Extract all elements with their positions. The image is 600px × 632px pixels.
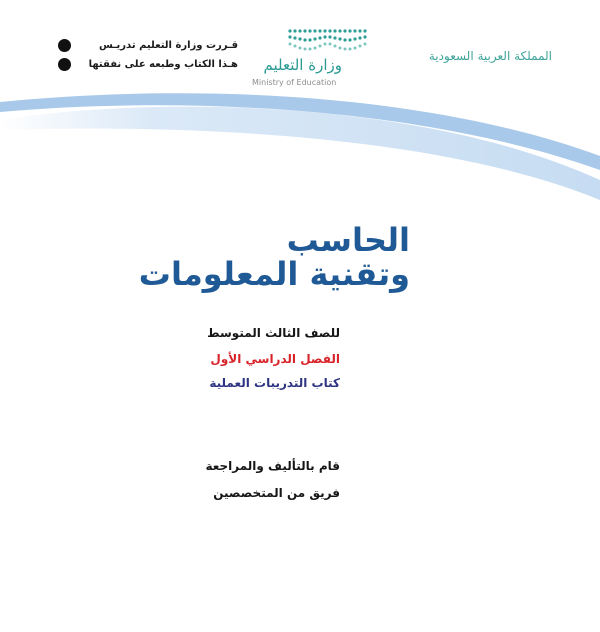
book-title-line-2: وتقنية المعلومات [138, 255, 410, 293]
authorship-label: قام بالتأليف والمراجعة [205, 459, 340, 473]
semester-label: الفصل الدراسي الأول [210, 352, 340, 366]
bullet-icon [58, 58, 71, 71]
authors-label: فريق من المتخصصين [213, 486, 340, 500]
bullet-icon [58, 39, 71, 52]
book-type-label: كتاب التدريبات العملية [209, 376, 340, 390]
ministry-name-arabic: وزارة التعليم [263, 56, 342, 74]
ministry-notice [58, 38, 238, 76]
ministry-logo [250, 22, 380, 92]
kingdom-label: المملكة العربية السعودية [428, 49, 552, 63]
ministry-name-english: Ministry of Education [252, 78, 337, 87]
decorative-wave [0, 90, 600, 200]
book-title-line-1: الحاسب [286, 221, 410, 259]
notice-line-text: هـذا الكتاب وطبعه على نفقتها [88, 59, 238, 70]
notice-line [58, 38, 238, 57]
ministry-logo-dots-icon [288, 28, 368, 52]
notice-line-text: قـررت وزارة التعليم تدريـس [98, 40, 238, 51]
notice-line [58, 57, 238, 76]
grade-label: للصف الثالث المتوسط [207, 326, 340, 340]
